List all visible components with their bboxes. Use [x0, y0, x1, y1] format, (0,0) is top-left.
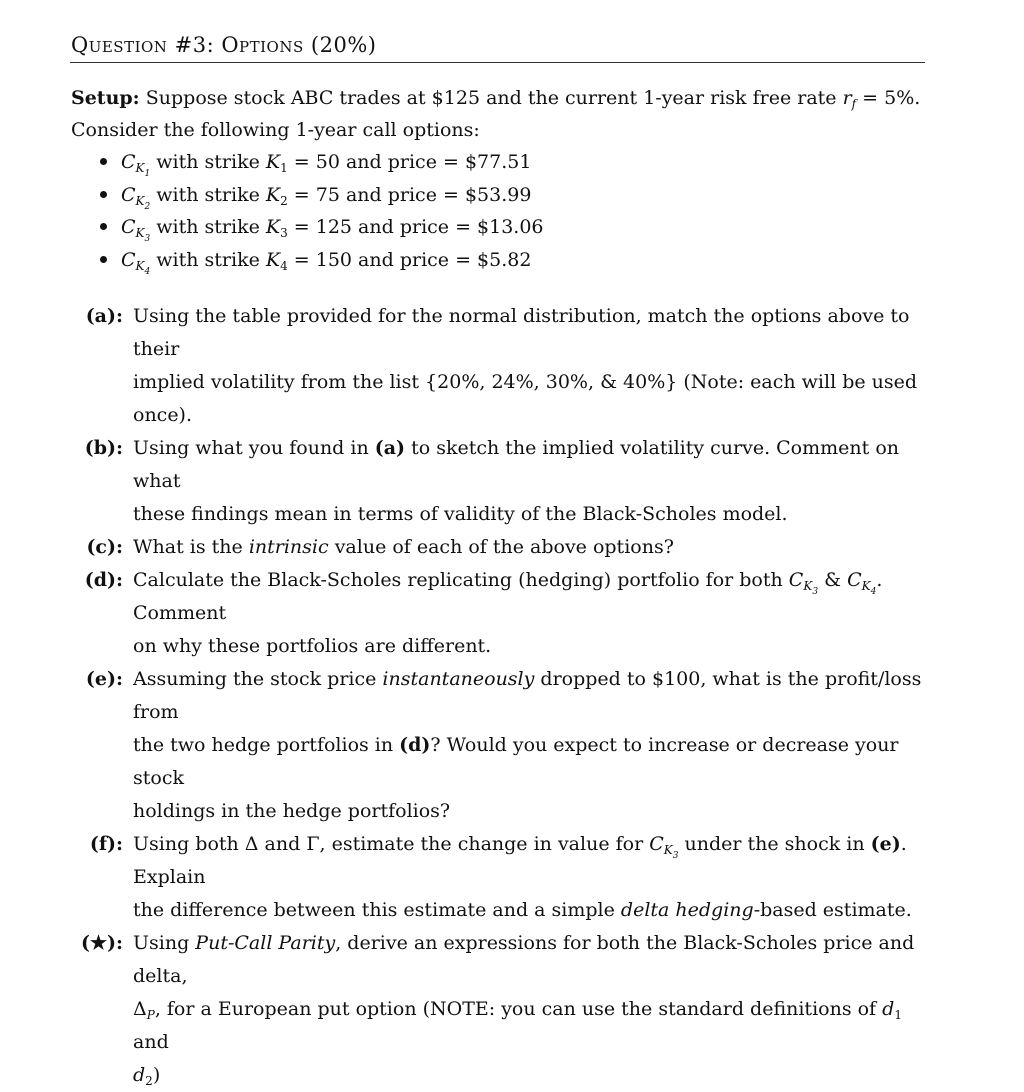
rf-value: = 5%. — [862, 87, 921, 109]
question-parts — [70, 300, 930, 1092]
part-e: (e): Assuming the stock price instantaneously dropped to $100, what is the profit/loss from the two hedge portfolios in (d)? Would you expect to increase or decrease your stock holdings in the hedge portfolios? — [70, 663, 930, 828]
part-f: (f): Using both Δ and Γ, estimate the change in value for $C_{K_3}$ under the shock in (e). Explain the difference between this estimate and a simple delta hedging-based estimate. — [70, 828, 930, 927]
part-label: (c): — [86, 536, 123, 558]
part-a: (a): Using the table provided for the normal distribution, match the options above to their implied volatility from the list {20%, 24%, 30%, & 40%} (Note: each will be used once). — [70, 300, 930, 432]
options-list — [100, 146, 544, 276]
setup-line2: Consider the following 1-year call options: — [71, 119, 480, 141]
setup-paragraph — [71, 82, 931, 146]
part-label: (b): — [84, 437, 123, 459]
part-star: (★): Using Put-Call Parity, derive an expressions for both the Black-Scholes price and delta, $\Delta_P$, for a European put option (NOTE: you can use the standard definitions of $d_1$ and $d_2$) — [70, 927, 930, 1092]
list-item: $C_{K_3}$ with strike $K_3 = 125$ and price = $13.06 — [100, 211, 544, 244]
list-item: $C_{K_2}$ with strike $K_2 = 75$ and price = $53.99 — [100, 179, 544, 212]
bullet-icon — [100, 191, 107, 198]
part-label: (f): — [89, 833, 123, 855]
setup-text: Suppose stock ABC trades at $125 and the current 1-year risk free rate — [145, 87, 837, 109]
setup-label: Setup: — [71, 87, 140, 109]
part-d: (d): Calculate the Black-Scholes replicating (hedging) portfolio for both $C_{K_3}$ & $C_{K_4}$. Comment on why these portfolios are different. — [70, 564, 930, 663]
part-label: (★): — [80, 932, 123, 954]
part-label: (a): — [85, 305, 123, 327]
bullet-icon — [100, 158, 107, 165]
part-b: (b): Using what you found in (a) to sketch the implied volatility curve. Comment on what these findings mean in terms of validity of the Black-Scholes model. — [70, 432, 930, 531]
rf-symbol: $r_f$ — [842, 87, 857, 111]
list-item: $C_{K_4}$ with strike $K_4 = 150$ and price = $5.82 — [100, 244, 544, 277]
title-rule — [70, 62, 925, 63]
bullet-icon — [100, 223, 107, 230]
part-c: (c): What is the intrinsic value of each of the above options? — [70, 531, 930, 564]
part-label: (d): — [84, 569, 123, 591]
question-title: Question #3: Options (20%) — [71, 33, 377, 57]
part-label: (e): — [85, 668, 123, 690]
list-item: $C_{K_1}$ with strike $K_1 = 50$ and price = $77.51 — [100, 146, 544, 179]
bullet-icon — [100, 256, 107, 263]
